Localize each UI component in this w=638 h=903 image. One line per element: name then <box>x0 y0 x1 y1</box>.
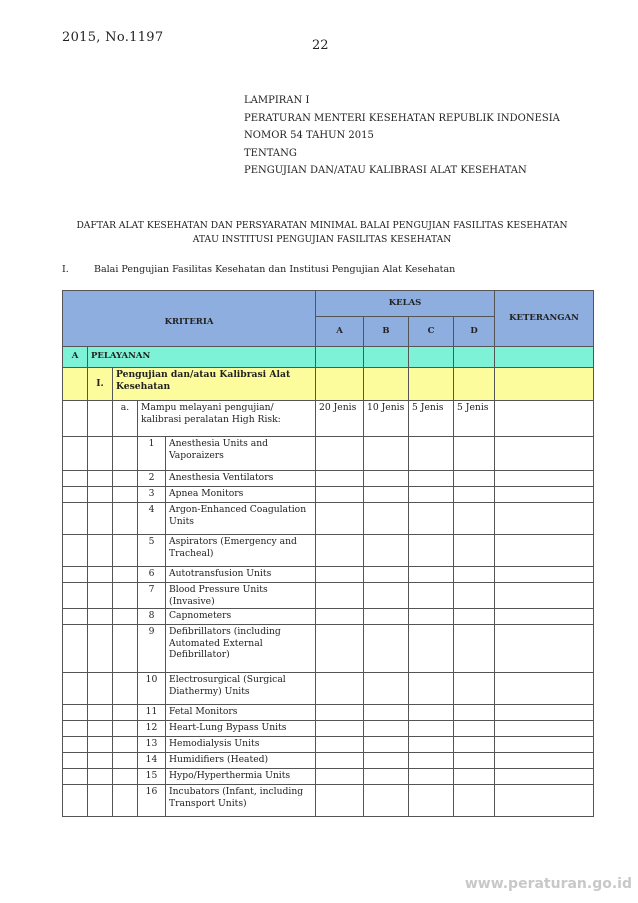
item-number: 8 <box>138 609 166 625</box>
item-name: Fetal Monitors <box>166 705 316 721</box>
table-row <box>63 471 594 487</box>
page-number: 22 <box>312 38 329 53</box>
header-kelas-d: D <box>454 316 495 346</box>
item-name: Autotransfusion Units <box>166 567 316 583</box>
item-number: 13 <box>138 737 166 753</box>
row-pelayanan <box>63 347 594 368</box>
item-name: Incubators (Infant, including Transport Units) <box>166 785 316 817</box>
document-header-number: 2015, No.1197 <box>62 30 164 45</box>
kelas-d-value: 5 Jenis <box>454 401 495 437</box>
item-name: Hypo/Hyperthermia Units <box>166 769 316 785</box>
item-name: Capnometers <box>166 609 316 625</box>
header-kelas-a: A <box>316 316 364 346</box>
item-number: 6 <box>138 567 166 583</box>
kelas-a-value: 20 Jenis <box>316 401 364 437</box>
lampiran-block <box>244 92 560 180</box>
item-name: Apnea Monitors <box>166 487 316 503</box>
section-heading <box>62 264 455 275</box>
table-row <box>63 785 594 817</box>
item-number: 10 <box>138 673 166 705</box>
row-pengujian <box>63 368 594 401</box>
table-row <box>63 487 594 503</box>
item-name: Humidifiers (Heated) <box>166 753 316 769</box>
table-header-row <box>63 291 594 317</box>
item-name: Electrosurgical (Surgical Diathermy) Units <box>166 673 316 705</box>
row-high-risk <box>63 401 594 437</box>
header-keterangan: KETERANGAN <box>495 291 594 347</box>
item-number: 9 <box>138 625 166 673</box>
item-name: Blood Pressure Units (Invasive) <box>166 583 316 609</box>
header-kelas-c: C <box>409 316 454 346</box>
item-number: 2 <box>138 471 166 487</box>
table-row <box>63 737 594 753</box>
item-number: 11 <box>138 705 166 721</box>
lampiran-line: PERATURAN MENTERI KESEHATAN REPUBLIK INDONESIA <box>244 112 560 124</box>
row-item-label: Mampu melayani pengujian/ kalibrasi peralatan High Risk: <box>138 401 316 437</box>
table-row <box>63 705 594 721</box>
header-kriteria: KRITERIA <box>63 291 316 347</box>
item-number: 1 <box>138 437 166 471</box>
item-number: 3 <box>138 487 166 503</box>
row-i-code: I. <box>88 368 113 401</box>
lampiran-line: LAMPIRAN I <box>244 95 310 106</box>
table-row <box>63 567 594 583</box>
item-name: Argon-Enhanced Coagulation Units <box>166 503 316 535</box>
header-kelas: KELAS <box>316 291 495 317</box>
table-row <box>63 673 594 705</box>
row-a-code: A <box>63 347 88 368</box>
table-row <box>63 535 594 567</box>
item-name: Hemodialysis Units <box>166 737 316 753</box>
lampiran-line: PENGUJIAN DAN/ATAU KALIBRASI ALAT KESEHATAN <box>244 165 527 176</box>
lampiran-line: NOMOR 54 TAHUN 2015 <box>244 130 374 141</box>
title-line-2: ATAU INSTITUSI PENGUJIAN FASILITAS KESEHATAN <box>192 233 452 245</box>
item-number: 16 <box>138 785 166 817</box>
kelas-b-value: 10 Jenis <box>364 401 409 437</box>
item-name: Heart-Lung Bypass Units <box>166 721 316 737</box>
lampiran-line: TENTANG <box>244 147 297 159</box>
row-i-label: Pengujian dan/atau Kalibrasi Alat Kesehatan <box>113 368 316 401</box>
table-row <box>63 609 594 625</box>
row-a-label: PELAYANAN <box>88 347 316 368</box>
criteria-table <box>62 290 594 817</box>
table-row <box>63 625 594 673</box>
item-number: 4 <box>138 503 166 535</box>
item-name: Anesthesia Units and Vaporaizers <box>166 437 316 471</box>
item-name: Anesthesia Ventilators <box>166 471 316 487</box>
table-row <box>63 583 594 609</box>
item-number: 14 <box>138 753 166 769</box>
item-name: Aspirators (Emergency and Tracheal) <box>166 535 316 567</box>
table-row <box>63 769 594 785</box>
item-name: Defibrillators (including Automated External Defibrillator) <box>166 625 316 673</box>
section-number: I. <box>62 264 69 275</box>
section-text: Balai Pengujian Fasilitas Kesehatan dan Institusi Pengujian Alat Kesehatan <box>94 264 456 275</box>
item-number: 12 <box>138 721 166 737</box>
title-line-1: DAFTAR ALAT KESEHATAN DAN PERSYARATAN MINIMAL BALAI PENGUJIAN FASILITAS KESEHATAN <box>76 220 568 231</box>
item-number: 7 <box>138 583 166 609</box>
table-row <box>63 753 594 769</box>
kelas-c-value: 5 Jenis <box>409 401 454 437</box>
item-number: 15 <box>138 769 166 785</box>
watermark: www.peraturan.go.id <box>464 876 632 892</box>
table-row <box>63 437 594 471</box>
header-kelas-b: B <box>364 316 409 346</box>
document-title <box>62 219 582 246</box>
table-row <box>63 721 594 737</box>
table-row <box>63 503 594 535</box>
row-item-code: a. <box>113 401 138 437</box>
item-number: 5 <box>138 535 166 567</box>
